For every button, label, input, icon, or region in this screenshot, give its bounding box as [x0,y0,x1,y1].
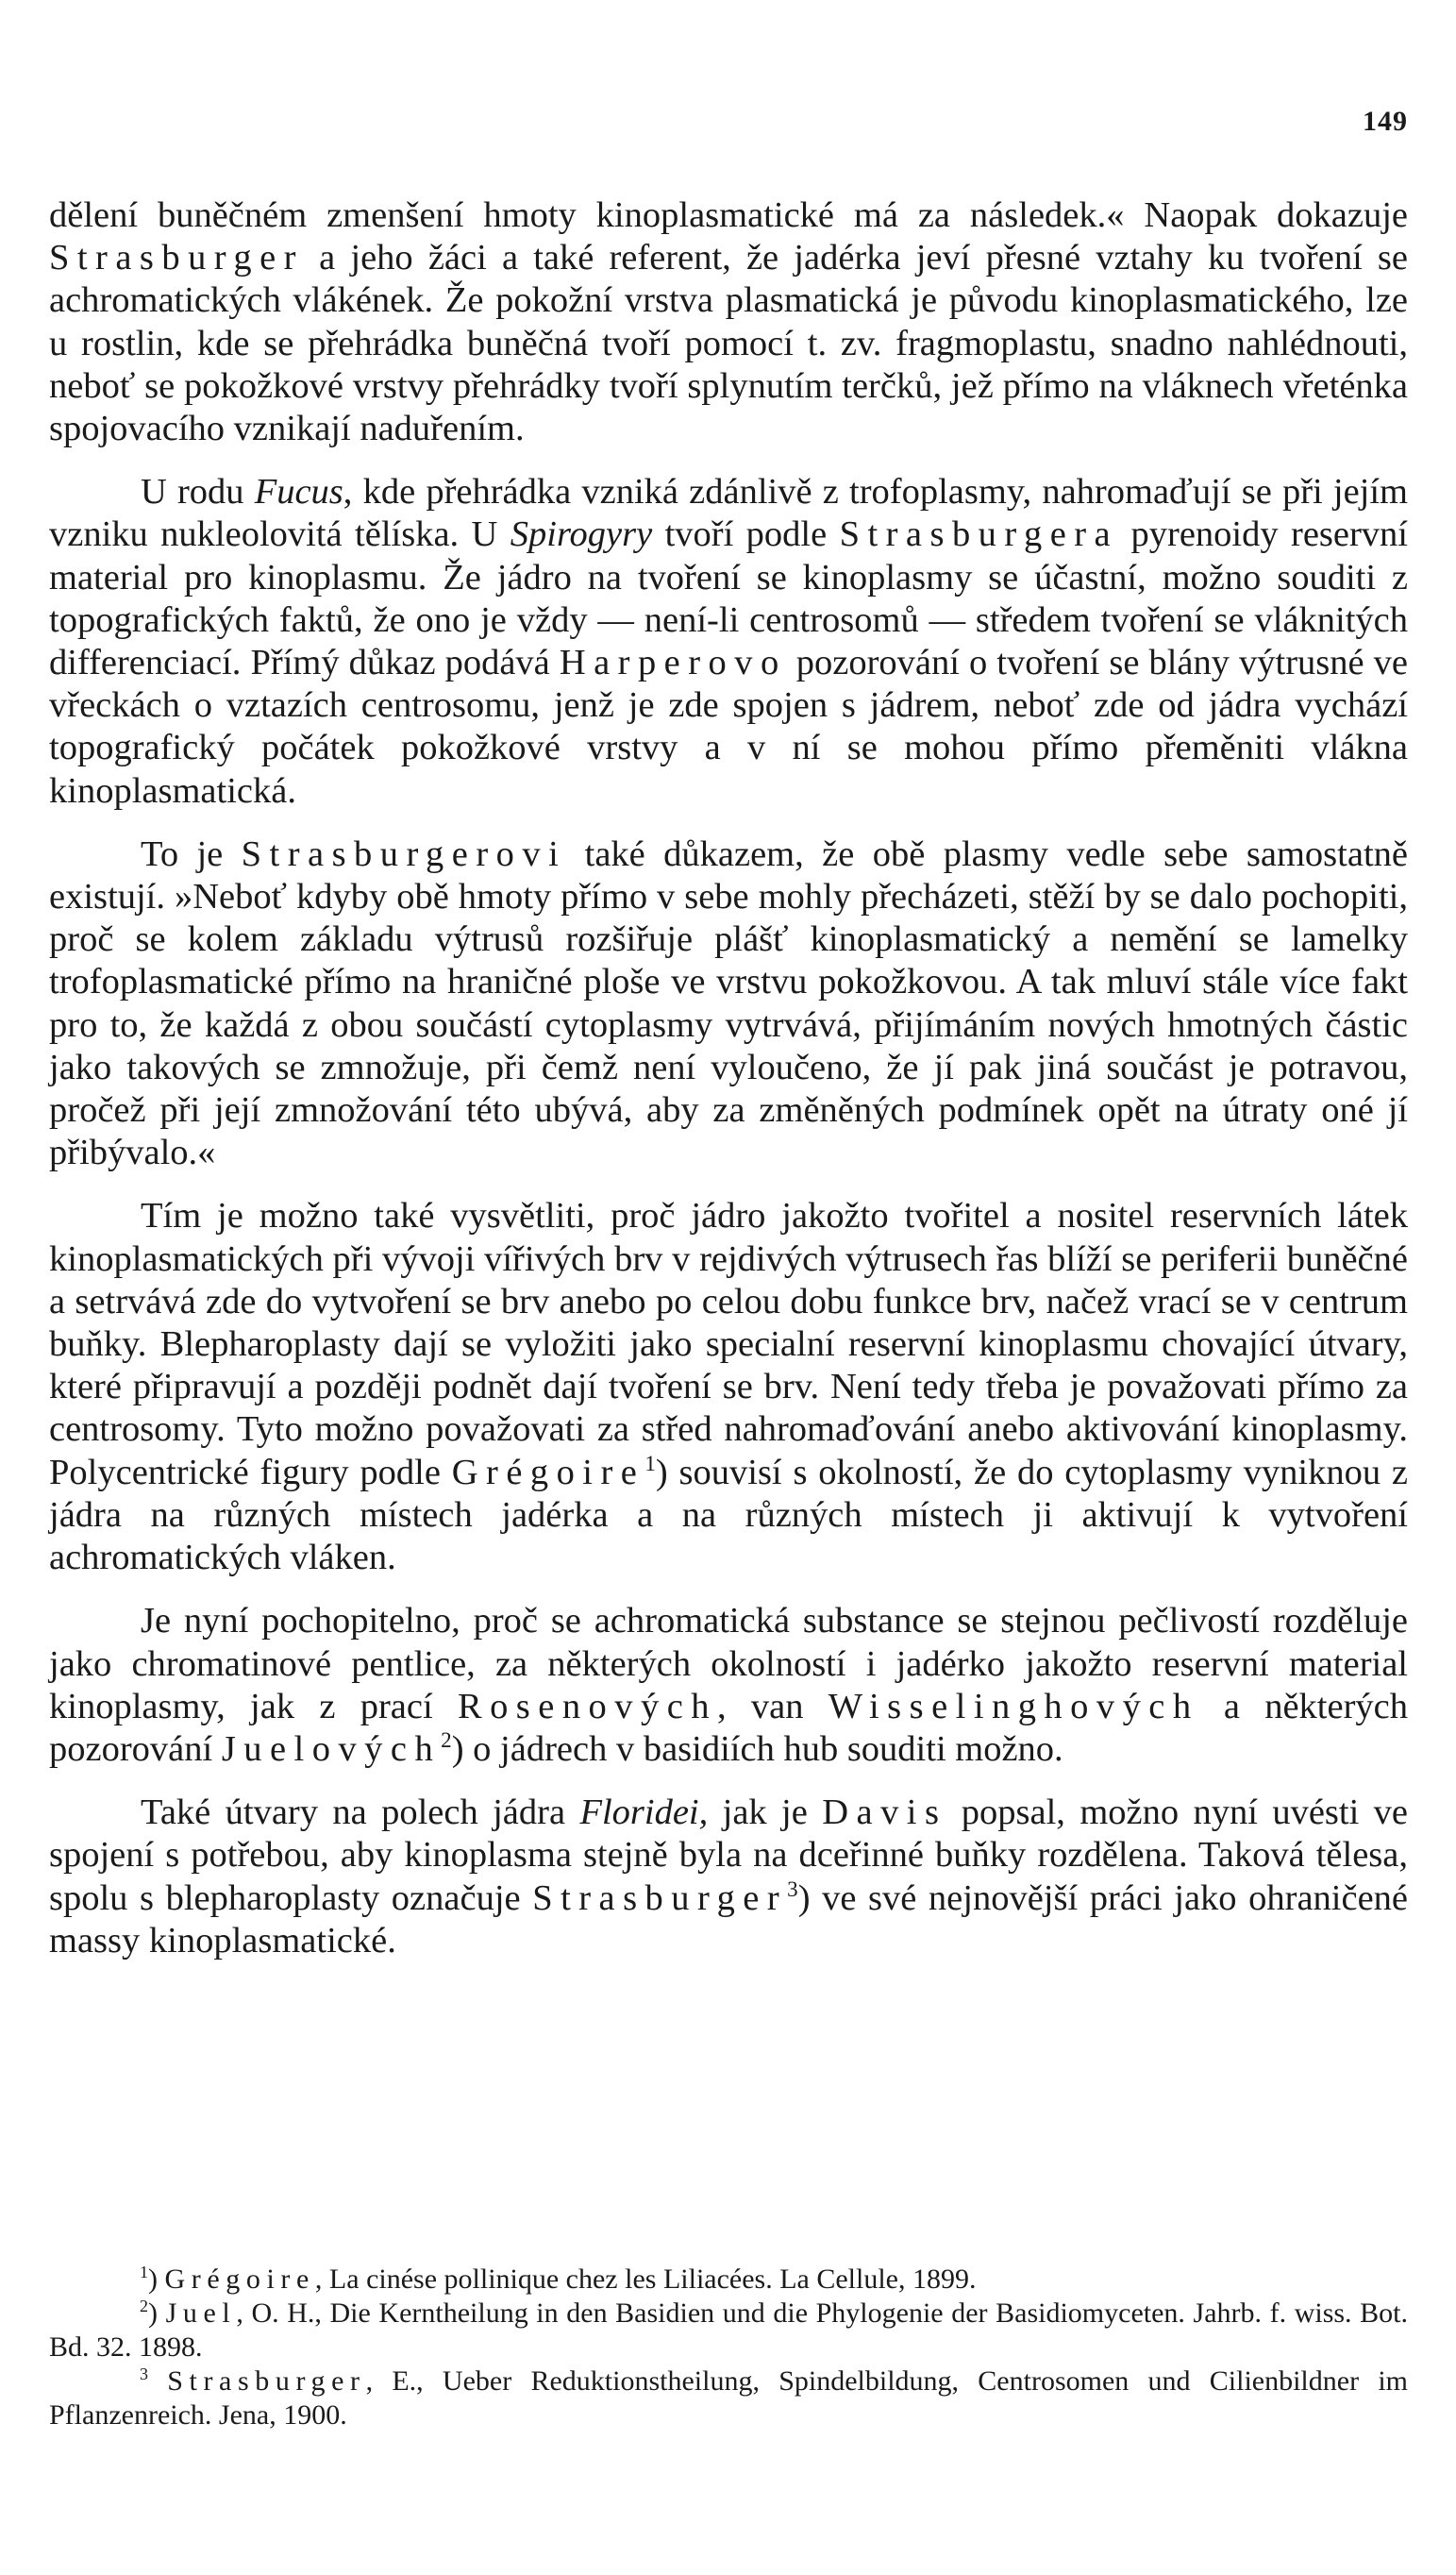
text-run: a některých pozorování [49,1686,1408,1769]
footnote [49,2297,1408,2365]
footnote-marker: 3 [140,2365,148,2384]
text-run: ) o jádrech v basidiích hub souditi možno. [451,1728,1063,1769]
text-run: ) souvisí s okolností, že do cytoplasmy vyniknou z jádra na různých místech jadérka a na různých místech ji aktivují k vytvoření achromatických vláken. [49,1452,1408,1578]
page-number: 149 [1363,106,1408,137]
text-run: ) [148,2264,165,2295]
footnote [49,2263,1408,2297]
text-run: , kde přehrádka vzniká zdánlivě z trofoplasmy, nahromaďují se při jejím vzniku nukleolovitá tělíska. U [49,472,1409,555]
text-run: Fucus [254,472,343,513]
author-name: Grégoire [451,1452,645,1492]
text-run: , van [716,1686,828,1726]
author-name: Strasburgera [839,514,1119,555]
text-run: ) ve své nejnovější práci jako ohraničené massy kinoplasmatické. [49,1877,1408,1961]
author-name: Juel [165,2297,237,2329]
text-run: , La cinése pollinique chez les Liliacées. La Cellule, 1899. [314,2264,977,2295]
text-run: pyrenoidy reservní material pro kinoplasmu. Že jádro na tvoření se kinoplasmy se účastní, možno souditi z topografických faktů, že ono je vždy — není-li centrosomů — středem tvoření se vláknitých differenciací. Přímý důkaz podává [49,514,1408,683]
text-run: Tím je možno také vysvětliti, proč jádro jakožto tvořitel a nositel reservních látek kinoplasmatických při vývoji vířivých brv v rejdivých výtrusech řas blíží se periferii buněčné a setrvává zde do vytvoření se brv anebo po celou dobu funkce brv, načež vrací se v centrum buňky. Blepharoplasty dají se vyložiti jako specialní reservní kinoplasmu chovající útvary, které připravují a později podnět dají tvoření se brv. Není tedy třeba je považovati přímo za centrosomy. Tyto možno považovati za střed nahromaďování anebo aktivování kinoplasmy. Polycentrické figury podle [49,1196,1408,1492]
text-run: Je nyní pochopitelno, proč se achromatická substance se stejnou pečlivostí rozděluje jako chromatinové pentlice, za některých okolností i jadérko jakožto reservní material kinoplasmy, jak z prací [49,1601,1408,1726]
text-run: Floridei, [579,1792,709,1833]
author-name: Strasburger [49,238,304,278]
text-run: , O. H., Die Kerntheilung in den Basidien und die Phylogenie der Basidiomyceten. Jahrb. f. wiss. Bot. Bd. 32. 1898. [49,2297,1408,2363]
author-name: Wisselinghových [828,1686,1199,1726]
paragraph [49,1195,1408,1579]
author-name: Strasburger [167,2365,366,2397]
footnote-marker: 1 [140,2263,148,2282]
text-run [148,2365,167,2397]
author-name: Grégoire [164,2264,315,2295]
author-name: Rosenových [457,1686,717,1726]
author-name: Harperovo [559,643,787,683]
text-run: Spirogyry [510,514,653,555]
footnote-marker: 3 [787,1876,798,1901]
footnotes [49,2263,1408,2432]
text-run: popsal, možno nyní uvésti ve spojení s potřebou, aby kinoplasma stejně byla na dceřinné buňky rozdělena. Taková tělesa, spolu s blepharoplasty označuje [49,1792,1408,1918]
paragraph [49,833,1408,1175]
text-run: tvoří podle [652,514,840,555]
author-name: Strasburger [532,1877,788,1918]
text-run: také důkazem, že obě plasmy vedle sebe samostatně existují. »Neboť kdyby obě hmoty přímo v sebe mohly přecházeti, stěží by se dalo pochopiti, proč se kolem základu výtrusů rozšiřuje plášť kinoplasmatický a nemění se lamelky trofoplasmatické přímo na hraničné ploše ve vrstvu pokožkovou. A tak mluví stále více fakt pro to, že každá z obou součástí cytoplasmy vytrvává, přijímáním nových hmotných částic jako takových se zmnožuje, při čemž není vyloučeno, že jí pak jiná součást je potravou, pročež při její zmnožování této ubývá, aby za změněných podmínek opět na útraty oné jí přibývalo.« [49,833,1408,1173]
footnote-marker: 1 [644,1450,656,1475]
text-run: U rodu [141,472,255,513]
footnote-marker: 2 [441,1727,452,1753]
text-run: pozorování o tvoření se blány výtrusné ve vřeckách o vztazích centrosomu, jenž je zde spojen s jádrem, neboť zde od jádra vychází topografický počátek pokožkové vrstvy a v ní se mohou přímo přeměniti vlákna kinoplasmatická. [49,643,1409,811]
text-run: dělení buněčném zmenšení hmoty kinoplasmatické má za následek.« Naopak dokazuje [49,195,1408,235]
author-name: Strasburgerovi [241,833,567,874]
text-run: To je [141,833,242,874]
author-name: Juelových [221,1728,442,1769]
text-run: ) [148,2297,166,2329]
text-run: Také útvary na polech jádra [141,1792,580,1833]
text-run: a jeho žáci a také referent, že jadérka jeví přesné vztahy ku tvoření se achromatických vlákének. Že pokožní vrstva plasmatická je původu kinoplasmatického, lze u rostlin, kde se přehrádka buněčná tvoří pomocí t. zv. fragmoplastu, snadno nahlédnouti, neboť se pokožkové vrstvy přehrádky tvoří splynutím terčků, jež přímo na vláknech vřeténka spojovacího vznikají naduřením. [49,238,1408,449]
author-name: Davis [822,1792,947,1833]
text-run: jak je [708,1792,823,1833]
text-run: , E., Ueber Reduktionstheilung, Spindelbildung, Centrosomen und Cilienbildner im Pflanzenreich. Jena, 1900. [49,2365,1408,2431]
paragraph [49,471,1408,813]
body-text [49,194,1408,1983]
paragraph [49,194,1408,450]
paragraph [49,1792,1408,1962]
paragraph [49,1600,1408,1771]
footnote [49,2365,1408,2432]
footnote-marker: 2 [140,2297,148,2316]
book-page [49,0,1408,2575]
